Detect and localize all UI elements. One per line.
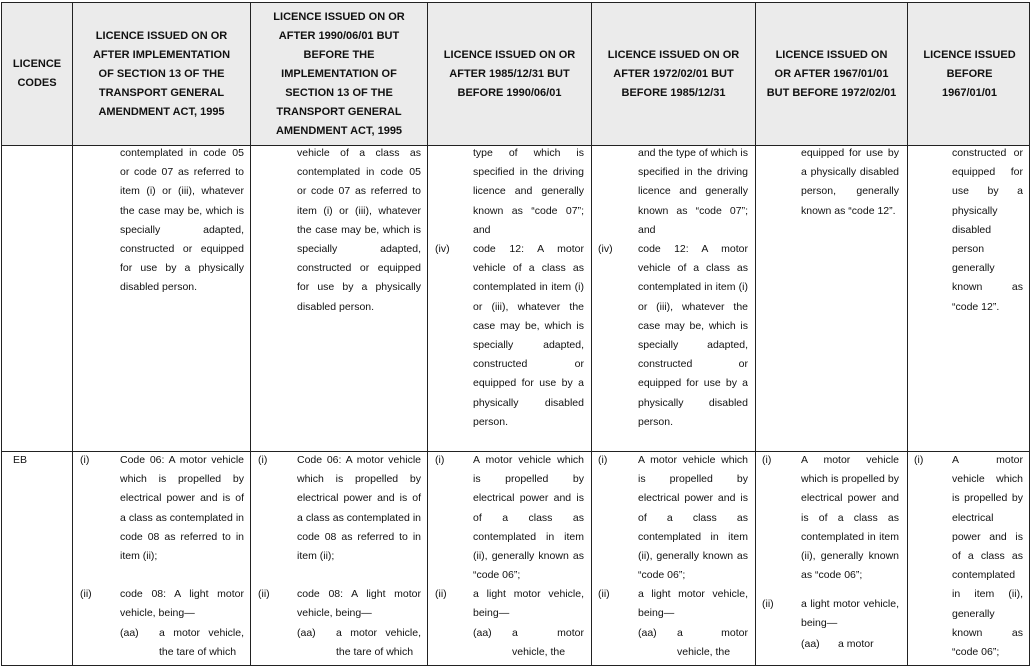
row2-col3-text-aa: a motor vehicle, the (512, 627, 584, 659)
header-1967-to-1972: LICENCE ISSUED ON OR AFTER 1967/01/01 BUT BEFORE 1972/02/01 (766, 48, 897, 99)
header-1985-to-1990: LICENCE ISSUED ON OR AFTER 1985/12/31 BUT BEFORE 1990/06/01 (443, 48, 576, 99)
row2-col2-text-aa: a motor vehicle, the tare of which (336, 627, 421, 659)
row1-col4-num-iv: (iv) (598, 243, 613, 255)
row2-col5-num-i: (i) (762, 454, 772, 466)
row2-col5-num-ii: (ii) (762, 598, 774, 610)
row1-col5-text: equipped for use by a physically disabled person, generally known as “code 12”. (801, 147, 899, 217)
row1-col4-text-a: and the type of which is specified in the driving licence and generally known as “code 07”; and (638, 147, 748, 236)
header-1990-to-section-13: LICENCE ISSUED ON OR AFTER 1990/06/01 BUT BEFORE THE IMPLEMENTATION OF SECTION 13 OF THE TRANSPORT GENERAL AMENDMENT ACT, 1995 (273, 10, 405, 137)
row2-col4-num-ii: (ii) (598, 588, 610, 600)
row2-col5-num-aa: (aa) (801, 638, 820, 650)
row1-col1-text: contemplated in code 05 or code 07 as referred to item (i) or (iii), whatever the case may be, which is specially adapted, constructed or equipped for use by a physically disabled person. (120, 147, 244, 294)
row2-col5-text-ii: a light motor vehicle, being— (801, 598, 899, 630)
row1-col3-text-b: code 12: A motor vehicle of a class as contemplated in item (i) or (iii), whatever the case may be, which is specially adapted, constructed or equipped for use by a physically disabled person. (473, 243, 584, 428)
row2-col3-num-aa: (aa) (473, 627, 492, 639)
row1-col4-text-b: code 12: A motor vehicle of a class as contemplated in item (i) or (iii), whatever the case may be, which is specially adapted, constructed or equipped for use by a physically disabled person. (638, 243, 748, 428)
row2-col4-text-ii: a light motor vehicle, being— (638, 588, 748, 620)
row2-col4-text-i: A motor vehicle which is propelled by electrical power and is of a class as contemplated in item (ii), generally known as “code 06”; (638, 454, 748, 582)
header-before-1967: LICENCE ISSUED BEFORE 1967/01/01 (923, 48, 1016, 99)
row2-col2-num-aa: (aa) (297, 627, 316, 639)
header-licence-codes: LICENCE CODES (12, 58, 62, 89)
row2-col1-text-aa: a motor vehicle, the tare of which (159, 627, 244, 659)
row2-col2-num-i: (i) (258, 454, 268, 466)
row2-col6-text-i: A motor vehicle which is propelled by electrical power and is of a class as contemplated in item (ii), generally known as “code 06”; (952, 454, 1023, 659)
row2-col3-num-i: (i) (435, 454, 445, 466)
row1-col3-num-iv: (iv) (435, 243, 450, 255)
row2-col1-text-i: Code 06: A motor vehicle which is propelled by electrical power and is of a class as contemplated in code 08 as referred to in item (ii); (120, 454, 244, 563)
row2-col4-text-aa: a motor vehicle, the (677, 627, 748, 659)
row2-col4-num-i: (i) (598, 454, 608, 466)
row2-col6-num-i: (i) (914, 454, 924, 466)
row2-col1-num-ii: (ii) (80, 588, 92, 600)
row2-col1-num-aa: (aa) (120, 627, 139, 639)
header-1972-to-1985: LICENCE ISSUED ON OR AFTER 1972/02/01 BUT BEFORE 1985/12/31 (607, 48, 740, 99)
row1-col3-text-a: type of which is specified in the driving licence and generally known as “code 07”; and (473, 147, 584, 236)
row2-col3-num-ii: (ii) (435, 588, 447, 600)
row2-col2-text-ii: code 08: A light motor vehicle, being— (297, 588, 421, 620)
licence-codes-table (1, 2, 1030, 666)
row2-col3-text-ii: a light motor vehicle, being— (473, 588, 584, 620)
row2-col1-num-i: (i) (80, 454, 90, 466)
row2-col2-num-ii: (ii) (258, 588, 270, 600)
row1-col2-text: vehicle of a class as contemplated in code 05 or code 07 as referred to item (i) or (iii), whatever the case may be, which is specially adapted, constructed or equipped for use by a physically disabled person. (297, 147, 421, 313)
row2-col3-text-i: A motor vehicle which is propelled by electrical power and is of a class as contemplated in item (ii), generally known as “code 06”; (473, 454, 584, 582)
row2-col5-text-aa: a motor (838, 638, 874, 650)
row2-col1-text-ii: code 08: A light motor vehicle, being— (120, 588, 244, 620)
row2-col2-text-i: Code 06: A motor vehicle which is propelled by electrical power and is of a class as contemplated in code 08 as referred to in item (ii); (297, 454, 421, 563)
row1-col6-text: constructed or equipped for use by a physically disabled person generally known as “code 12”. (952, 147, 1023, 313)
row2-col5-text-i: A motor vehicle which is propelled by electrical power and is of a class as contemplated in item (ii), generally known as “code 06”; (801, 454, 899, 582)
licence-code-eb: EB (13, 454, 28, 466)
row2-col4-num-aa: (aa) (638, 627, 657, 639)
header-after-section-13: LICENCE ISSUED ON OR AFTER IMPLEMENTATION OF SECTION 13 OF THE TRANSPORT GENERAL AMENDMENT ACT, 1995 (92, 29, 231, 118)
